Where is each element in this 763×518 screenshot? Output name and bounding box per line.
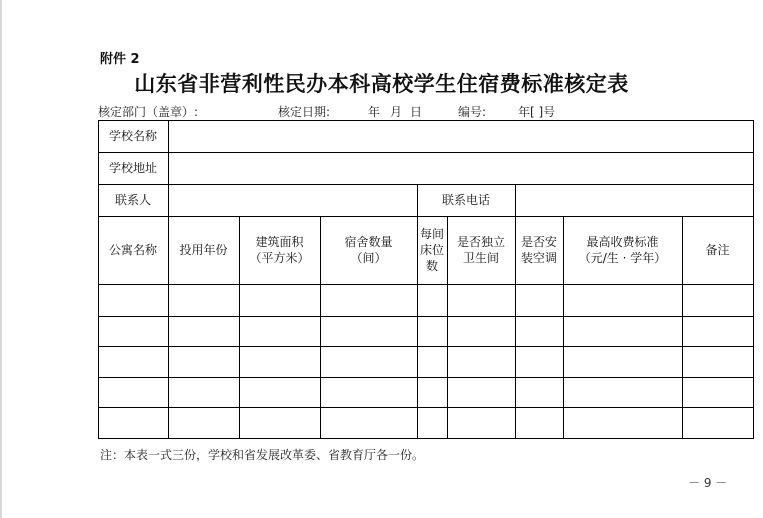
header-year-in-use: 投用年份 bbox=[179, 243, 228, 257]
header-private-bathroom: 是否独立 卫生间 bbox=[456, 235, 505, 265]
contact-phone-label: 联系电话 bbox=[441, 193, 490, 207]
footnote: 注：本表一式三份，学校和省发展改革委、省教育厅各一份。 bbox=[100, 448, 425, 462]
school-address-field[interactable] bbox=[169, 153, 753, 184]
contact-person-field[interactable] bbox=[169, 185, 417, 216]
page-title: 山东省非营利性民办本科高校学生住宿费标准核定表 bbox=[134, 71, 629, 96]
table-row[interactable] bbox=[99, 347, 753, 377]
date-label: 核定日期: bbox=[278, 105, 331, 119]
contact-phone-field[interactable] bbox=[516, 185, 753, 216]
table-row[interactable] bbox=[99, 317, 753, 346]
dept-label: 核定部门（盖章）: bbox=[98, 105, 199, 119]
date-day: 日 bbox=[410, 105, 423, 119]
table-row[interactable] bbox=[99, 285, 753, 316]
attachment-label: 附件 2 bbox=[100, 52, 140, 67]
header-floor-area: 建筑面积 （平方米） bbox=[249, 235, 310, 265]
header-room-count: 宿舍数量 （间） bbox=[344, 235, 393, 265]
number-value: 年[ ]号 bbox=[518, 105, 556, 119]
date-month: 月 bbox=[390, 105, 403, 119]
header-remarks: 备注 bbox=[705, 243, 730, 257]
date-year: 年 bbox=[368, 105, 381, 119]
page-number: － 9 － bbox=[688, 476, 728, 490]
header-air-conditioning: 是否安 装空调 bbox=[520, 235, 557, 265]
table-row[interactable] bbox=[99, 378, 753, 407]
table-row[interactable] bbox=[99, 408, 753, 438]
contact-person-label: 联系人 bbox=[114, 193, 151, 207]
header-beds-per-room: 每间 床位数 bbox=[419, 227, 444, 273]
school-name-field[interactable] bbox=[169, 121, 753, 152]
school-name-label: 学校名称 bbox=[108, 129, 157, 143]
school-address-label: 学校地址 bbox=[108, 161, 157, 175]
header-dorm-name: 公寓名称 bbox=[108, 243, 157, 257]
number-label: 编号: bbox=[458, 105, 487, 119]
header-max-fee: 最高收费标准 （元/生 · 学年） bbox=[578, 235, 667, 265]
